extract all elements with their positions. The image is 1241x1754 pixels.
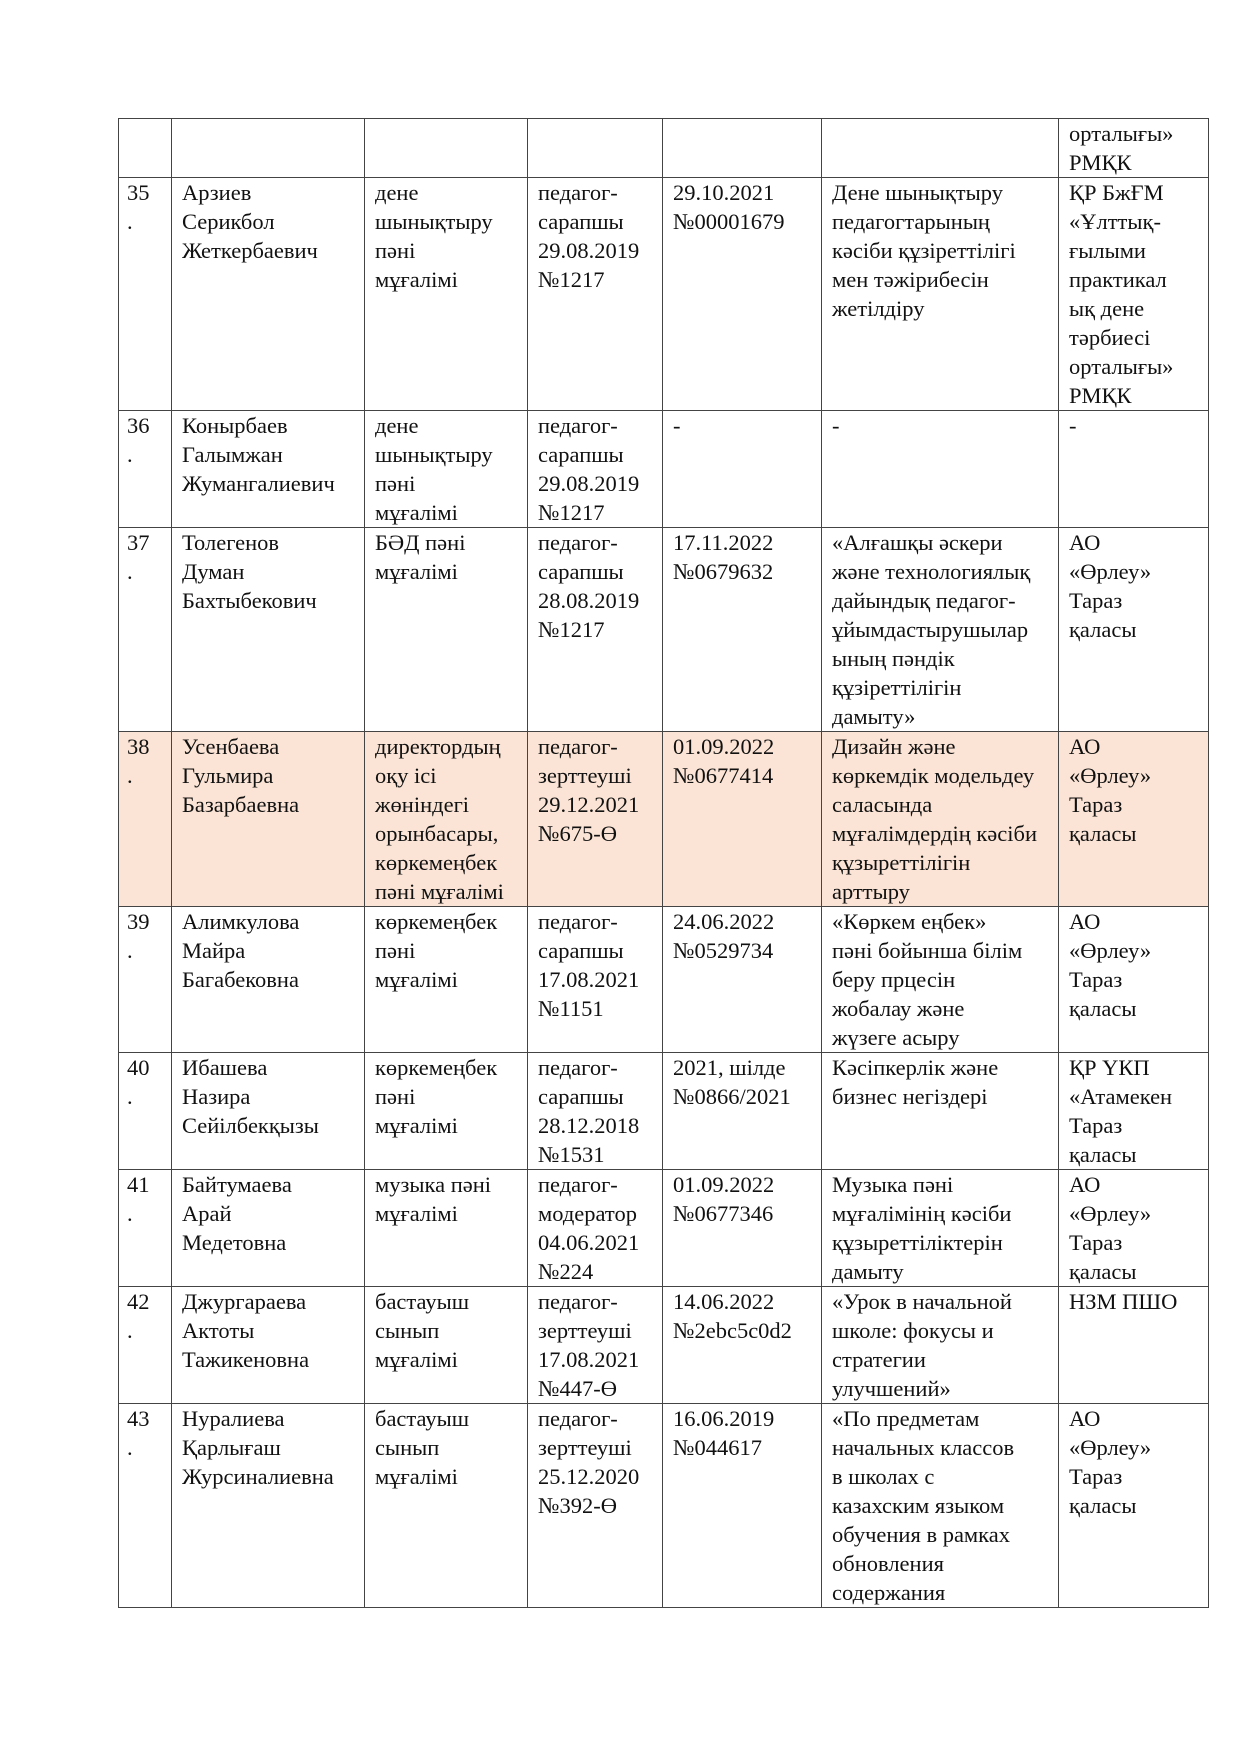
table-row xyxy=(119,178,1209,411)
name-line: Сейілбекқызы xyxy=(182,1113,319,1138)
name-line: Багабековна xyxy=(182,967,299,992)
row-number-dot: . xyxy=(127,442,133,467)
organizer-line: қаласы xyxy=(1069,1493,1137,1518)
organizer-cell xyxy=(1059,907,1209,1053)
table-row xyxy=(119,907,1209,1053)
category-line: №392-Ө xyxy=(538,1493,617,1518)
certificate-cell xyxy=(663,1053,822,1170)
course-line: жүзеге асыру xyxy=(832,1025,960,1050)
course-cell xyxy=(822,1404,1059,1608)
position-line: пәні xyxy=(375,1084,416,1109)
position-line: мұғалімі xyxy=(375,967,458,992)
category-line: №1217 xyxy=(538,617,605,642)
position-line: пәні xyxy=(375,238,416,263)
table-body xyxy=(119,119,1209,1608)
organizer-cell xyxy=(1059,1404,1209,1608)
course-line: жетілдіру xyxy=(832,296,925,321)
name-line: Усенбаева xyxy=(182,734,280,759)
name-cell xyxy=(172,1404,365,1608)
row-number-dot: . xyxy=(127,1435,133,1460)
organizer-line: Тараз xyxy=(1069,1464,1123,1489)
row-number: 39 xyxy=(127,909,150,934)
course-line: «Алғашқы әскери xyxy=(832,530,1003,555)
course-line: дамыту xyxy=(832,1259,904,1284)
category-line: №1217 xyxy=(538,500,605,525)
category-cell xyxy=(528,907,663,1053)
position-line: жөніндегі xyxy=(375,792,470,817)
row-number-dot: . xyxy=(127,1318,133,1343)
row-number: 42 xyxy=(127,1289,150,1314)
course-line: құзыреттіліктерін xyxy=(832,1230,1003,1255)
row-number-cell xyxy=(119,1404,172,1608)
name-line: Конырбаев xyxy=(182,413,288,438)
organizer-line: Тараз xyxy=(1069,1113,1123,1138)
name-line: Жеткербаевич xyxy=(182,238,318,263)
certificate-cell xyxy=(663,732,822,907)
position-line: дене xyxy=(375,413,419,438)
course-line: дамыту» xyxy=(832,704,916,729)
name-line: Жумангалиевич xyxy=(182,471,335,496)
row-number-cell xyxy=(119,1053,172,1170)
organizer-line: қаласы xyxy=(1069,1259,1137,1284)
certificate-cell xyxy=(663,178,822,411)
organizer-line: АО xyxy=(1069,530,1101,555)
row-number: 35 xyxy=(127,180,150,205)
organizer-line: практикал xyxy=(1069,267,1167,292)
position-cell xyxy=(365,178,528,411)
course-cell xyxy=(822,1053,1059,1170)
category-line: №675-Ө xyxy=(538,821,617,846)
certificate-line: 29.10.2021 xyxy=(673,180,775,205)
course-line: казахским языком xyxy=(832,1493,1005,1518)
position-cell xyxy=(365,1404,528,1608)
course-line: «Урок в начальной xyxy=(832,1289,1012,1314)
category-line: модератор xyxy=(538,1201,637,1226)
certificate-line: №00001679 xyxy=(673,209,785,234)
course-cell xyxy=(822,732,1059,907)
certificate-line: 14.06.2022 xyxy=(673,1289,775,1314)
course-cell xyxy=(822,119,1059,178)
name-line: Қарлығаш xyxy=(182,1435,281,1460)
category-line: №1217 xyxy=(538,267,605,292)
certificate-line: №0866/2021 xyxy=(673,1084,791,1109)
certificate-line: 16.06.2019 xyxy=(673,1406,775,1431)
name-cell xyxy=(172,732,365,907)
course-line: мен тәжірибесін xyxy=(832,267,989,292)
certificate-cell xyxy=(663,1404,822,1608)
organizer-line: РМҚК xyxy=(1069,150,1132,175)
name-line: Арзиев xyxy=(182,180,252,205)
category-line: 17.08.2021 xyxy=(538,1347,640,1372)
category-line: педагог- xyxy=(538,180,618,205)
organizer-line: орталығы» xyxy=(1069,354,1174,379)
organizer-line: РМҚК xyxy=(1069,383,1132,408)
course-line: содержания xyxy=(832,1580,946,1605)
name-cell xyxy=(172,1053,365,1170)
category-cell xyxy=(528,732,663,907)
category-line: сарапшы xyxy=(538,209,624,234)
row-number: 43 xyxy=(127,1406,150,1431)
name-line: Думан xyxy=(182,559,245,584)
course-line: беру прцесін xyxy=(832,967,956,992)
course-cell xyxy=(822,1170,1059,1287)
course-line: в школах с xyxy=(832,1464,935,1489)
certificate-cell xyxy=(663,411,822,528)
category-line: №1531 xyxy=(538,1142,605,1167)
course-line: стратегии xyxy=(832,1347,926,1372)
category-line: сарапшы xyxy=(538,1084,624,1109)
table-row xyxy=(119,1287,1209,1404)
table-row xyxy=(119,732,1209,907)
row-number-cell xyxy=(119,907,172,1053)
name-line: Алимкулова xyxy=(182,909,300,934)
course-cell xyxy=(822,411,1059,528)
position-line: мұғалімі xyxy=(375,1201,458,1226)
organizer-line: ҚР ҮКП xyxy=(1069,1055,1150,1080)
position-line: көркемеңбек xyxy=(375,850,498,875)
position-line: көркемеңбек xyxy=(375,909,498,934)
name-line: Тажикеновна xyxy=(182,1347,310,1372)
position-line: орынбасары, xyxy=(375,821,499,846)
category-line: педагог- xyxy=(538,734,618,759)
certificate-line: 01.09.2022 xyxy=(673,1172,775,1197)
name-line: Медетовна xyxy=(182,1230,287,1255)
position-line: шынықтыру xyxy=(375,209,493,234)
name-cell xyxy=(172,411,365,528)
name-line: Джургараева xyxy=(182,1289,307,1314)
category-cell xyxy=(528,1404,663,1608)
course-line: саласында xyxy=(832,792,933,817)
position-cell xyxy=(365,1287,528,1404)
name-line: Ибашева xyxy=(182,1055,268,1080)
course-line: педагогтарының xyxy=(832,209,990,234)
category-line: 04.06.2021 xyxy=(538,1230,640,1255)
position-line: мұғалімі xyxy=(375,1113,458,1138)
course-line: Дизайн және xyxy=(832,734,956,759)
category-line: педагог- xyxy=(538,1289,618,1314)
organizer-line: «Өрлеу» xyxy=(1069,763,1152,788)
organizer-line: АО xyxy=(1069,909,1101,934)
category-line: сарапшы xyxy=(538,559,624,584)
course-line: және технологиялық xyxy=(832,559,1031,584)
organizer-cell xyxy=(1059,178,1209,411)
name-cell xyxy=(172,1170,365,1287)
organizer-cell xyxy=(1059,411,1209,528)
organizer-line: тәрбиесі xyxy=(1069,325,1151,350)
position-line: директордың xyxy=(375,734,501,759)
course-line: ының пәндік xyxy=(832,646,955,671)
certificate-cell xyxy=(663,119,822,178)
name-line: Толегенов xyxy=(182,530,280,555)
certificate-line: - xyxy=(673,413,681,438)
name-line: Байтумаева xyxy=(182,1172,292,1197)
row-number: 37 xyxy=(127,530,150,555)
organizer-line: ҚР БжҒМ xyxy=(1069,180,1164,205)
row-number-cell xyxy=(119,178,172,411)
course-line: обновления xyxy=(832,1551,944,1576)
course-line: кәсіби құзіреттілігі xyxy=(832,238,1016,263)
position-line: мұғалімі xyxy=(375,500,458,525)
course-line: начальных классов xyxy=(832,1435,1015,1460)
table-row xyxy=(119,528,1209,732)
category-cell xyxy=(528,528,663,732)
name-line: Назира xyxy=(182,1084,251,1109)
organizer-line: «Атамекен xyxy=(1069,1084,1173,1109)
organizer-line: «Өрлеу» xyxy=(1069,938,1152,963)
row-number-cell xyxy=(119,411,172,528)
organizer-line: орталығы» xyxy=(1069,121,1174,146)
organizer-line: НЗМ ПШО xyxy=(1069,1289,1178,1314)
row-number-dot: . xyxy=(127,1084,133,1109)
position-line: БӘД пәні xyxy=(375,530,466,555)
category-line: 29.12.2021 xyxy=(538,792,640,817)
name-line: Базарбаевна xyxy=(182,792,300,817)
category-line: 17.08.2021 xyxy=(538,967,640,992)
name-cell xyxy=(172,907,365,1053)
row-number-dot: . xyxy=(127,209,133,234)
course-line: дайындық педагог- xyxy=(832,588,1016,613)
category-line: педагог- xyxy=(538,909,618,934)
category-cell xyxy=(528,178,663,411)
name-line: Галымжан xyxy=(182,442,283,467)
category-line: №1151 xyxy=(538,996,604,1021)
row-number-cell xyxy=(119,528,172,732)
course-line: - xyxy=(832,413,840,438)
course-line: «Көркем еңбек» xyxy=(832,909,987,934)
category-line: 28.08.2019 xyxy=(538,588,640,613)
course-line: құзыреттілігін xyxy=(832,850,971,875)
position-line: шынықтыру xyxy=(375,442,493,467)
organizer-cell xyxy=(1059,1170,1209,1287)
category-cell xyxy=(528,411,663,528)
category-line: №447-Ө xyxy=(538,1376,617,1401)
organizer-line: қаласы xyxy=(1069,1142,1137,1167)
position-line: мұғалімі xyxy=(375,267,458,292)
organizer-cell xyxy=(1059,119,1209,178)
position-cell xyxy=(365,119,528,178)
organizer-line: «Өрлеу» xyxy=(1069,559,1152,584)
row-number-dot: . xyxy=(127,763,133,788)
organizer-cell xyxy=(1059,1287,1209,1404)
position-line: оқу ісі xyxy=(375,763,437,788)
position-line: дене xyxy=(375,180,419,205)
certificate-line: №0679632 xyxy=(673,559,774,584)
category-cell xyxy=(528,1170,663,1287)
course-cell xyxy=(822,1287,1059,1404)
category-line: 29.08.2019 xyxy=(538,471,640,496)
position-line: пәні xyxy=(375,938,416,963)
organizer-line: қаласы xyxy=(1069,821,1137,846)
position-line: бастауыш xyxy=(375,1289,470,1314)
organizer-line: «Ұлттық- xyxy=(1069,209,1161,234)
position-line: музыка пәні xyxy=(375,1172,492,1197)
position-cell xyxy=(365,1053,528,1170)
staff-table xyxy=(118,118,1209,1608)
certificate-line: 01.09.2022 xyxy=(673,734,775,759)
certificate-cell xyxy=(663,528,822,732)
course-line: Дене шынықтыру xyxy=(832,180,1003,205)
organizer-cell xyxy=(1059,528,1209,732)
course-line: школе: фокусы и xyxy=(832,1318,994,1343)
name-cell xyxy=(172,178,365,411)
table-row xyxy=(119,1053,1209,1170)
certificate-line: №0677414 xyxy=(673,763,774,788)
position-line: мұғалімі xyxy=(375,1464,458,1489)
organizer-line: ғылыми xyxy=(1069,238,1146,263)
organizer-line: қаласы xyxy=(1069,996,1137,1021)
position-line: бастауыш xyxy=(375,1406,470,1431)
name-line: Гульмира xyxy=(182,763,274,788)
course-line: пәні бойынша білім xyxy=(832,938,1023,963)
certificate-line: №2ebc5c0d2 xyxy=(673,1318,792,1343)
certificate-cell xyxy=(663,1287,822,1404)
name-line: Серикбол xyxy=(182,209,275,234)
category-cell xyxy=(528,1287,663,1404)
course-cell xyxy=(822,528,1059,732)
category-line: 29.08.2019 xyxy=(538,238,640,263)
organizer-line: ық дене xyxy=(1069,296,1145,321)
table-row xyxy=(119,411,1209,528)
course-line: құзіреттілігін xyxy=(832,675,962,700)
course-line: обучения в рамках xyxy=(832,1522,1011,1547)
organizer-line: - xyxy=(1069,413,1077,438)
organizer-line: АО xyxy=(1069,734,1101,759)
course-line: мұғалімдердің кәсіби xyxy=(832,821,1038,846)
position-line: сынып xyxy=(375,1435,440,1460)
category-line: 25.12.2020 xyxy=(538,1464,640,1489)
row-number-dot: . xyxy=(127,938,133,963)
organizer-cell xyxy=(1059,1053,1209,1170)
category-line: зерттеуші xyxy=(538,763,632,788)
row-number-dot: . xyxy=(127,559,133,584)
category-line: сарапшы xyxy=(538,442,624,467)
organizer-line: Тараз xyxy=(1069,792,1123,817)
category-line: педагог- xyxy=(538,1055,618,1080)
name-cell xyxy=(172,1287,365,1404)
certificate-line: №044617 xyxy=(673,1435,762,1460)
certificate-cell xyxy=(663,907,822,1053)
category-cell xyxy=(528,1053,663,1170)
course-line: «По предметам xyxy=(832,1406,980,1431)
position-line: мұғалімі xyxy=(375,559,458,584)
course-cell xyxy=(822,907,1059,1053)
course-line: арттыру xyxy=(832,879,910,904)
organizer-line: Тараз xyxy=(1069,588,1123,613)
row-number-dot: . xyxy=(127,1201,133,1226)
row-number-cell xyxy=(119,732,172,907)
course-line: бизнес негіздері xyxy=(832,1084,988,1109)
position-cell xyxy=(365,732,528,907)
row-number-cell xyxy=(119,1287,172,1404)
organizer-line: қаласы xyxy=(1069,617,1137,642)
name-cell xyxy=(172,528,365,732)
course-line: жобалау және xyxy=(832,996,965,1021)
course-line: мұғалімінің кәсіби xyxy=(832,1201,1012,1226)
table-row xyxy=(119,1170,1209,1287)
course-line: ұйымдастырушылар xyxy=(832,617,1029,642)
position-line: мұғалімі xyxy=(375,1347,458,1372)
organizer-cell xyxy=(1059,732,1209,907)
row-number: 38 xyxy=(127,734,150,759)
certificate-line: 24.06.2022 xyxy=(673,909,775,934)
organizer-line: Тараз xyxy=(1069,1230,1123,1255)
position-cell xyxy=(365,528,528,732)
category-line: зерттеуші xyxy=(538,1318,632,1343)
organizer-line: АО xyxy=(1069,1172,1101,1197)
row-number: 36 xyxy=(127,413,150,438)
organizer-line: АО xyxy=(1069,1406,1101,1431)
certificate-cell xyxy=(663,1170,822,1287)
category-line: педагог- xyxy=(538,1406,618,1431)
row-number-cell xyxy=(119,119,172,178)
course-line: көркемдік модельдеу xyxy=(832,763,1035,788)
category-line: 28.12.2018 xyxy=(538,1113,640,1138)
course-line: Кәсіпкерлік және xyxy=(832,1055,999,1080)
certificate-line: 2021, шілде xyxy=(673,1055,786,1080)
course-cell xyxy=(822,178,1059,411)
name-line: Актоты xyxy=(182,1318,255,1343)
category-line: педагог- xyxy=(538,1172,618,1197)
name-cell xyxy=(172,119,365,178)
row-number-cell xyxy=(119,1170,172,1287)
position-line: көркемеңбек xyxy=(375,1055,498,1080)
name-line: Арай xyxy=(182,1201,232,1226)
category-line: зерттеуші xyxy=(538,1435,632,1460)
course-line: улучшений» xyxy=(832,1376,951,1401)
row-number: 40 xyxy=(127,1055,150,1080)
name-line: Майра xyxy=(182,938,246,963)
category-line: педагог- xyxy=(538,413,618,438)
organizer-line: Тараз xyxy=(1069,967,1123,992)
name-line: Бахтыбекович xyxy=(182,588,317,613)
position-cell xyxy=(365,907,528,1053)
position-line: пәні xyxy=(375,471,416,496)
position-line: сынып xyxy=(375,1318,440,1343)
table-row xyxy=(119,1404,1209,1608)
certificate-line: 17.11.2022 xyxy=(673,530,774,555)
certificate-line: №0677346 xyxy=(673,1201,774,1226)
category-line: педагог- xyxy=(538,530,618,555)
category-line: сарапшы xyxy=(538,938,624,963)
course-line: Музыка пәні xyxy=(832,1172,954,1197)
certificate-line: №0529734 xyxy=(673,938,774,963)
name-line: Журсиналиевна xyxy=(182,1464,334,1489)
position-cell xyxy=(365,411,528,528)
name-line: Нуралиева xyxy=(182,1406,285,1431)
row-number: 41 xyxy=(127,1172,150,1197)
organizer-line: «Өрлеу» xyxy=(1069,1435,1152,1460)
table-row xyxy=(119,119,1209,178)
category-cell xyxy=(528,119,663,178)
position-cell xyxy=(365,1170,528,1287)
organizer-line: «Өрлеу» xyxy=(1069,1201,1152,1226)
category-line: №224 xyxy=(538,1259,594,1284)
position-line: пәні мұғалімі xyxy=(375,879,504,904)
